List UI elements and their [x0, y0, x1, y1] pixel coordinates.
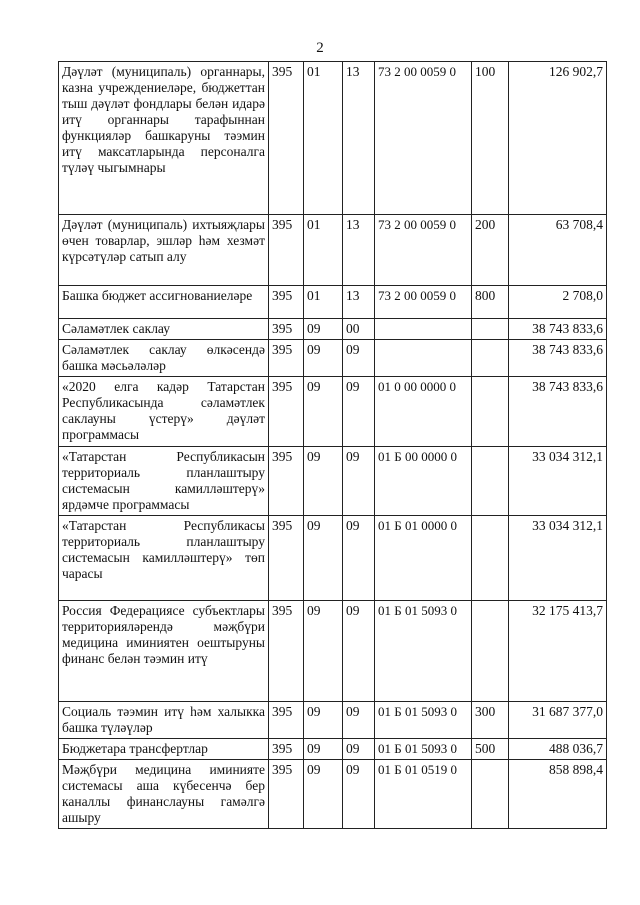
row-amount-cell: 38 743 833,6 — [509, 340, 607, 377]
row-expense-type-cell — [472, 340, 509, 377]
table-row — [59, 760, 607, 829]
row-subsection-code-cell: 13 — [343, 62, 375, 215]
table-row — [59, 516, 607, 601]
row-program-code-cell: 01 Б 01 5093 0 — [375, 702, 472, 739]
row-amount-cell: 32 175 413,7 — [509, 601, 607, 702]
row-amount-cell: 33 034 312,1 — [509, 516, 607, 601]
row-subsection-code-cell: 00 — [343, 319, 375, 340]
row-expense-type-cell: 300 — [472, 702, 509, 739]
row-ministry-code-cell: 395 — [269, 377, 304, 447]
row-name-cell: Сәламәтлек саклау — [59, 319, 269, 340]
row-amount-cell: 488 036,7 — [509, 739, 607, 760]
row-ministry-code-cell: 395 — [269, 340, 304, 377]
row-program-code-cell: 73 2 00 0059 0 — [375, 62, 472, 215]
row-program-code-cell: 01 Б 01 0519 0 — [375, 760, 472, 829]
row-amount-cell: 38 743 833,6 — [509, 319, 607, 340]
row-program-code-cell: 01 Б 01 5093 0 — [375, 739, 472, 760]
row-subsection-code-cell: 09 — [343, 760, 375, 829]
row-subsection-code-cell: 09 — [343, 702, 375, 739]
table-row — [59, 215, 607, 286]
row-section-code-cell: 09 — [304, 377, 343, 447]
row-name-cell: Мәҗбүри медицина иминияте системасы аша күбесенчә бер каналлы финанслауны гамәлгә ашыру — [59, 760, 269, 829]
row-section-code-cell: 09 — [304, 447, 343, 516]
row-subsection-code-cell: 09 — [343, 447, 375, 516]
row-subsection-code-cell: 09 — [343, 340, 375, 377]
row-amount-cell: 2 708,0 — [509, 286, 607, 319]
row-section-code-cell: 01 — [304, 286, 343, 319]
row-subsection-code-cell: 13 — [343, 215, 375, 286]
row-section-code-cell: 09 — [304, 516, 343, 601]
row-amount-cell: 31 687 377,0 — [509, 702, 607, 739]
table-row — [59, 601, 607, 702]
row-name-cell: Дәүләт (муниципаль) органнары, казна учреждениеләре, бюджеттан тыш дәүләт фондлары белән идарә итү органнары тарафыннан функцияләр башкаруны тәэмин итү максатларында персоналга түләү чыгымнары — [59, 62, 269, 215]
row-subsection-code-cell: 13 — [343, 286, 375, 319]
row-section-code-cell: 09 — [304, 340, 343, 377]
row-name-cell: Дәүләт (муниципаль) ихтыяҗлары өчен товарлар, эшләр һәм хезмәт күрсәтүләр сатып алу — [59, 215, 269, 286]
row-section-code-cell: 09 — [304, 760, 343, 829]
row-subsection-code-cell: 09 — [343, 739, 375, 760]
row-ministry-code-cell: 395 — [269, 601, 304, 702]
row-expense-type-cell — [472, 319, 509, 340]
row-amount-cell: 33 034 312,1 — [509, 447, 607, 516]
row-program-code-cell: 01 Б 00 0000 0 — [375, 447, 472, 516]
row-ministry-code-cell: 395 — [269, 516, 304, 601]
row-ministry-code-cell: 395 — [269, 447, 304, 516]
row-name-cell: Башка бюджет ассигнованиеләре — [59, 286, 269, 319]
budget-table-body — [59, 62, 607, 829]
row-ministry-code-cell: 395 — [269, 62, 304, 215]
row-subsection-code-cell: 09 — [343, 377, 375, 447]
row-expense-type-cell — [472, 760, 509, 829]
row-amount-cell: 38 743 833,6 — [509, 377, 607, 447]
row-expense-type-cell — [472, 377, 509, 447]
row-ministry-code-cell: 395 — [269, 319, 304, 340]
row-expense-type-cell — [472, 601, 509, 702]
row-section-code-cell: 01 — [304, 62, 343, 215]
row-subsection-code-cell: 09 — [343, 601, 375, 702]
row-program-code-cell: 01 Б 01 5093 0 — [375, 601, 472, 702]
row-program-code-cell — [375, 340, 472, 377]
row-section-code-cell: 09 — [304, 702, 343, 739]
row-expense-type-cell: 800 — [472, 286, 509, 319]
row-name-cell: Бюджетара трансфертлар — [59, 739, 269, 760]
table-row — [59, 340, 607, 377]
row-program-code-cell — [375, 319, 472, 340]
row-amount-cell: 858 898,4 — [509, 760, 607, 829]
row-ministry-code-cell: 395 — [269, 702, 304, 739]
row-subsection-code-cell: 09 — [343, 516, 375, 601]
row-section-code-cell: 09 — [304, 739, 343, 760]
row-name-cell: Сәламәтлек саклау өлкәсендә башка мәсьәләләр — [59, 340, 269, 377]
row-program-code-cell: 73 2 00 0059 0 — [375, 286, 472, 319]
row-expense-type-cell — [472, 447, 509, 516]
table-row — [59, 286, 607, 319]
row-name-cell: Социаль тәэмин итү һәм халыкка башка түләүләр — [59, 702, 269, 739]
row-program-code-cell: 73 2 00 0059 0 — [375, 215, 472, 286]
table-row — [59, 377, 607, 447]
table-row — [59, 702, 607, 739]
budget-table — [58, 61, 607, 829]
table-row — [59, 319, 607, 340]
row-ministry-code-cell: 395 — [269, 286, 304, 319]
row-name-cell: «Татарстан Республикасын территориаль планлаштыру системасын камилләштерү» ярдәмче программасы — [59, 447, 269, 516]
row-amount-cell: 126 902,7 — [509, 62, 607, 215]
row-name-cell: «2020 елга кадәр Татарстан Республикасында сәламәтлек саклауны үстерү» дәүләт программасы — [59, 377, 269, 447]
row-expense-type-cell: 500 — [472, 739, 509, 760]
row-expense-type-cell: 100 — [472, 62, 509, 215]
row-ministry-code-cell: 395 — [269, 215, 304, 286]
row-name-cell: «Татарстан Республикасы территориаль планлаштыру системасын камилләштерү» төп чарасы — [59, 516, 269, 601]
row-ministry-code-cell: 395 — [269, 760, 304, 829]
row-program-code-cell: 01 0 00 0000 0 — [375, 377, 472, 447]
table-row — [59, 62, 607, 215]
table-row — [59, 739, 607, 760]
row-name-cell: Россия Федерациясе субъектлары территорияләрендә мәҗбүри медицина иминиятен оештыруны финанс белән тәэмин итү — [59, 601, 269, 702]
table-row — [59, 447, 607, 516]
row-section-code-cell: 01 — [304, 215, 343, 286]
row-expense-type-cell — [472, 516, 509, 601]
page-number: 2 — [316, 40, 324, 56]
row-expense-type-cell: 200 — [472, 215, 509, 286]
row-ministry-code-cell: 395 — [269, 739, 304, 760]
row-program-code-cell: 01 Б 01 0000 0 — [375, 516, 472, 601]
row-section-code-cell: 09 — [304, 601, 343, 702]
row-amount-cell: 63 708,4 — [509, 215, 607, 286]
row-section-code-cell: 09 — [304, 319, 343, 340]
